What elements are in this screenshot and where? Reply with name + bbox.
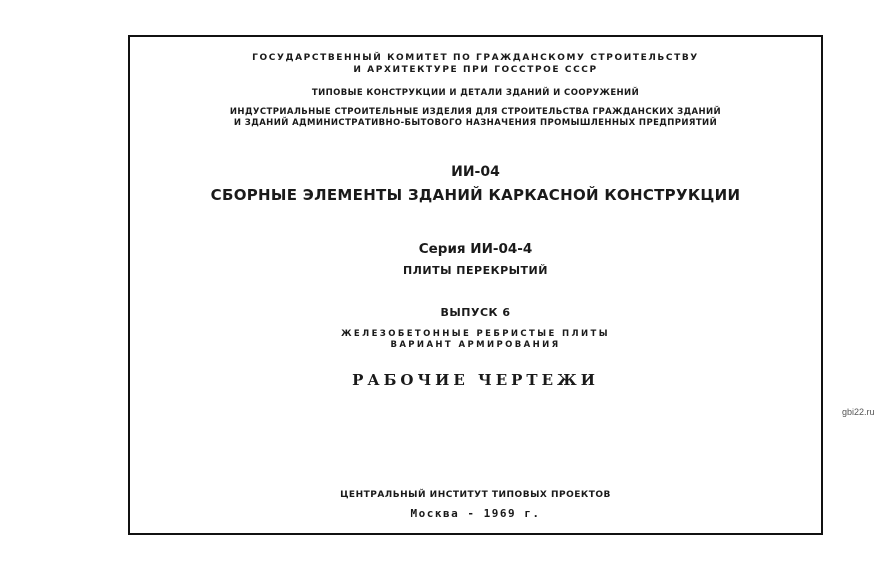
- series-subtitle: ПЛИТЫ ПЕРЕКРЫТИЙ: [403, 264, 548, 277]
- issue-description-2: ВАРИАНТ АРМИРОВАНИЯ: [390, 340, 561, 350]
- committee-line-1: ГОСУДАРСТВЕННЫЙ КОМИТЕТ ПО ГРАЖДАНСКОМУ СТРОИТЕЛЬСТВУ: [252, 53, 699, 63]
- industrial-products-line-1: ИНДУСТРИАЛЬНЫЕ СТРОИТЕЛЬНЫЕ ИЗДЕЛИЯ ДЛЯ СТРОИТЕЛЬСТВА ГРАЖДАНСКИХ ЗДАНИЙ: [229, 107, 722, 117]
- document-type: РАБОЧИЕ ЧЕРТЕЖИ: [352, 371, 599, 389]
- issue-number: ВЫПУСК 6: [440, 306, 511, 319]
- title-sheet-frame: [128, 35, 823, 535]
- typical-structures-line: ТИПОВЫЕ КОНСТРУКЦИИ И ДЕТАЛИ ЗДАНИЙ И СООРУЖЕНИЙ: [311, 88, 640, 98]
- series-number: Серия ИИ-04-4: [418, 241, 533, 257]
- watermark-text: gbi22.ru: [842, 407, 875, 417]
- committee-line-2: И АРХИТЕКТУРЕ ПРИ ГОССТРОЕ СССР: [353, 65, 598, 75]
- document-code: ИИ-04: [451, 164, 500, 180]
- issue-description-1: ЖЕЛЕЗОБЕТОННЫЕ РЕБРИСТЫЕ ПЛИТЫ: [341, 329, 610, 339]
- institute-name: ЦЕНТРАЛЬНЫЙ ИНСТИТУТ ТИПОВЫХ ПРОЕКТОВ: [340, 490, 611, 500]
- city-year: Москва - 1969 г.: [410, 507, 541, 520]
- main-title: СБОРНЫЕ ЭЛЕМЕНТЫ ЗДАНИЙ КАРКАСНОЙ КОНСТРУКЦИИ: [210, 186, 741, 204]
- industrial-products-line-2: И ЗДАНИЙ АДМИНИСТРАТИВНО-БЫТОВОГО НАЗНАЧЕНИЯ ПРОМЫШЛЕННЫХ ПРЕДПРИЯТИЙ: [233, 118, 718, 128]
